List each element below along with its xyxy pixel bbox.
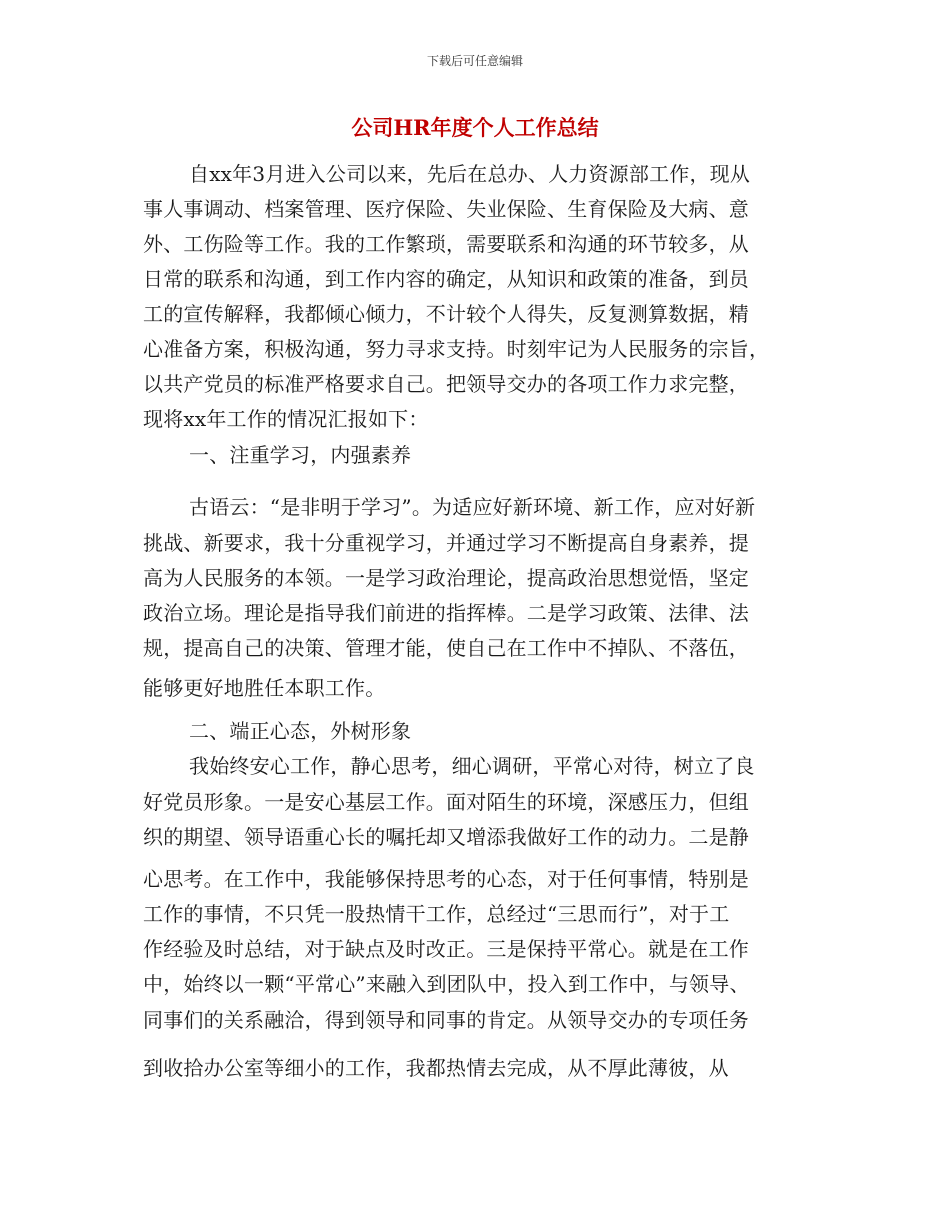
body-line: 到收拾办公室等细小的工作，我都热情去完成，从不厚此薄彼，从 (143, 1056, 729, 1080)
body-line: 工的宣传解释，我都倾心倾力，不计较个人得失，反复测算数据，精 (143, 302, 749, 326)
body-line: 能够更好地胜任本职工作。 (143, 676, 386, 700)
body-line: 规，提高自己的决策、管理才能，使自己在工作中不掉队、不落伍， (143, 636, 749, 660)
body-line: 我始终安心工作，静心思考，细心调研，平常心对待，树立了良 (189, 754, 755, 778)
body-line: 日常的联系和沟通，到工作内容的确定，从知识和政策的准备，到员 (143, 267, 749, 291)
body-line: 现将xx年工作的情况汇报如下： (143, 407, 429, 431)
body-line: 高为人民服务的本领。一是学习政治理论，提高政治思想觉悟，坚定 (143, 566, 749, 590)
body-line: 古语云：“是非明于学习”。为适应好新环境、新工作，应对好新 (189, 495, 756, 519)
document-title: 公司HR年度个人工作总结 (351, 115, 599, 140)
body-line: 织的期望、领导语重心长的嘱托却又增添我做好工作的动力。二是静 (143, 825, 749, 849)
section-heading: 二、端正心态，外树形象 (189, 719, 412, 743)
body-line: 好党员形象。一是安心基层工作。面对陌生的环境，深感压力，但组 (143, 790, 749, 814)
body-line: 心思考。在工作中，我能够保持思考的心态，对于任何事情，特别是 (143, 867, 749, 891)
body-line: 政治立场。理论是指导我们前进的指挥棒。二是学习政策、法律、法 (143, 601, 749, 625)
body-line: 以共产党员的标准严格要求自己。把领导交办的各项工作力求完整， (143, 372, 749, 396)
body-line: 同事们的关系融洽，得到领导和同事的肯定。从领导交办的专项任务 (143, 1008, 749, 1032)
body-line: 中，始终以一颗“平常心”来融入到团队中，投入到工作中，与领导、 (143, 972, 750, 996)
body-line: 工作的事情，不只凭一股热情干工作，总经过“三思而行”，对于工 (143, 902, 730, 926)
body-line: 事人事调动、档案管理、医疗保险、失业保险、生育保险及大病、意 (143, 197, 749, 221)
page-header-note: 下载后可任意编辑 (426, 54, 523, 68)
body-line: 自xx年3月进入公司以来，先后在总办、人力资源部工作，现从 (189, 162, 751, 186)
body-line: 挑战、新要求，我十分重视学习，并通过学习不断提高自身素养，提 (143, 531, 749, 555)
body-line: 作经验及时总结，对于缺点及时改正。三是保持平常心。就是在工作 (143, 937, 749, 961)
body-line: 心准备方案，积极沟通，努力寻求支持。时刻牢记为人民服务的宗旨， (143, 337, 770, 361)
section-heading: 一、注重学习，内强素养 (189, 443, 412, 467)
body-line: 外、工伤险等工作。我的工作繁琐，需要联系和沟通的环节较多，从 (143, 232, 749, 256)
